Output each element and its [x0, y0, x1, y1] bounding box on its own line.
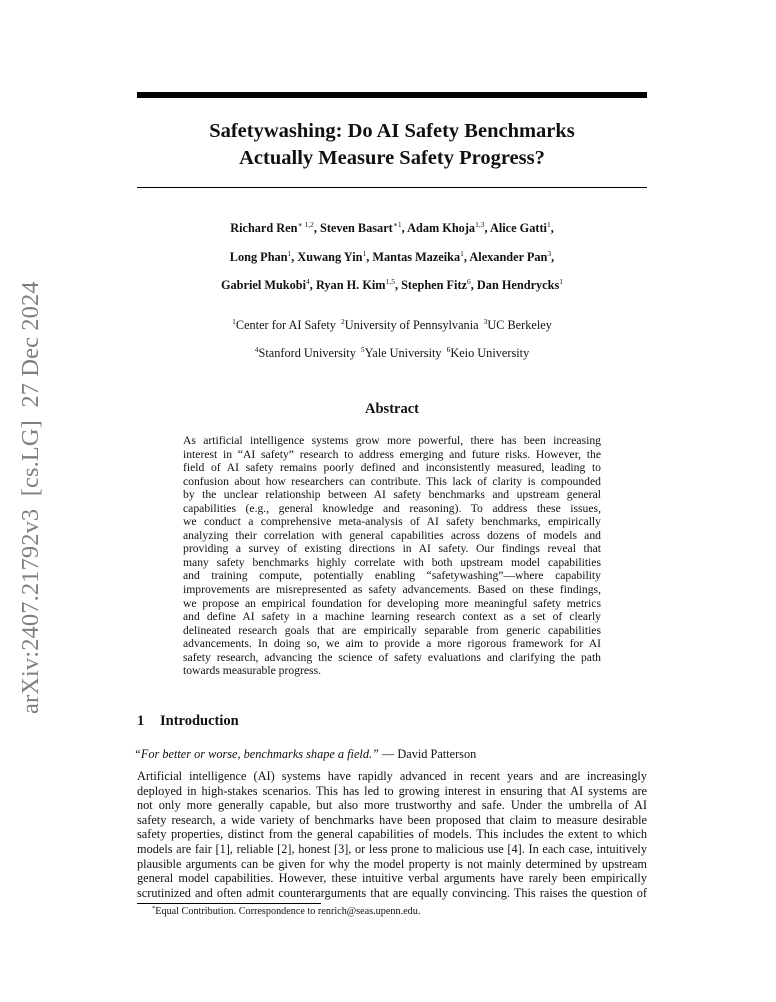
body-line: scrutinized and often admit counterarguments that are equally convincing. This raises the question of: [137, 885, 647, 900]
author-name: Alice Gatti: [489, 221, 547, 235]
author-name: Alexander Pan: [469, 249, 548, 264]
title-bottom-rule: [137, 187, 647, 188]
author-affil-mark: ∗ 1,2: [297, 220, 314, 229]
title-top-rule: [137, 92, 647, 98]
affil-number: 5: [360, 345, 365, 354]
author-list: [137, 218, 647, 304]
author-affil-mark: 1: [559, 277, 564, 286]
abstract-line: and define AI safety in a machine learning research context as a set of clearly: [183, 610, 601, 624]
footnote-text: Equal Contribution. Correspondence to renrich@seas.upenn.edu.: [155, 906, 421, 917]
author-affil-mark: 1: [287, 248, 292, 258]
abstract-line: interest in “AI safety” research to address emerging and future risks. However, the: [183, 447, 601, 461]
abstract-line: improvements are misrepresented as safety advancements. Based on these findings,: [183, 583, 601, 597]
section-heading: [137, 713, 239, 730]
affil-number: 3: [483, 317, 488, 326]
author-name: Dan Hendrycks: [476, 278, 560, 292]
affil-number: 4: [254, 345, 259, 354]
abstract-line: field of AI safety remains poorly defined and inconsistently measured, leading to: [183, 461, 601, 475]
author-separator: ,: [291, 249, 298, 264]
body-line: models are fair [1], reliable [2], honest [3], or less prone to malicious use [4]. In each case, intuitively: [137, 841, 647, 856]
abstract-line: confusion about how researchers can contribute. This lack of clarity is compounded: [183, 474, 601, 488]
section-title: Introduction: [160, 713, 239, 729]
author-name: Long Phan: [229, 249, 288, 264]
author-name: Richard Ren: [230, 221, 298, 235]
abstract-line: we conduct a comprehensive meta-analysis of AI safety benchmarks, empirically: [183, 515, 601, 529]
abstract-body: [183, 434, 601, 678]
body-line: deployed in high-stakes scenarios. This has led to growing interest in ensuring that AI systems are: [137, 783, 647, 798]
affil-name: Yale University: [364, 346, 442, 360]
body-line: general model capabilities. However, these intuitive verbal arguments have rarely been empirically: [137, 871, 647, 886]
body-line: Artificial intelligence (AI) systems have rapidly advanced in recent years and are increasingly: [137, 769, 647, 783]
author-affil-mark: 1,5: [385, 277, 395, 286]
body-line: safety properties, distinct from the general capabilities of models. This includes the extent to which: [137, 827, 647, 842]
abstract-heading: Abstract: [365, 401, 419, 417]
abstract-line: advancements. In doing so, we aim to provide a more rigorous framework for AI: [183, 637, 601, 651]
author-separator: ,: [484, 221, 490, 235]
affiliation-list: [137, 316, 647, 372]
affil-number: 2: [340, 317, 345, 326]
author-affil-mark: 4: [306, 277, 310, 286]
abstract-line: by the unclear relationship between AI safety benchmarks and upstream general: [183, 488, 601, 502]
author-affil-mark: 1: [362, 248, 367, 258]
paper-title: [137, 118, 647, 172]
author-separator: ,: [366, 249, 373, 264]
author-separator: ,: [401, 221, 408, 235]
author-separator: ,: [313, 221, 320, 235]
author-line: [137, 218, 647, 247]
author-affil-mark: ∗1: [392, 220, 402, 229]
body-line: not only more generally capable, but also more trustworthy and safe. Under the umbrella of AI: [137, 798, 647, 813]
author-affil-mark: 1,3: [475, 220, 485, 229]
epigraph: [134, 747, 476, 762]
author-name: Adam Khoja: [407, 221, 476, 235]
author-name: Mantas Mazeika: [372, 249, 461, 264]
author-affil-mark: 1: [460, 248, 464, 258]
abstract-line: and training compute, potentially enabling “safetywashing”—where capability: [183, 569, 601, 583]
abstract-line: capabilities (e.g., general knowledge and reasoning). To address these issues,: [183, 501, 601, 515]
affil-name: University of Pennsylvania: [344, 318, 479, 332]
affil-name: Keio University: [450, 346, 530, 360]
affiliation-line: [137, 316, 647, 344]
author-name: Ryan H. Kim: [315, 278, 386, 292]
body-line: safety research, a wide variety of benchmarks have been proposed that claim to measure desirable: [137, 812, 647, 827]
author-affil-mark: 3: [547, 248, 552, 258]
author-separator: ,: [551, 249, 555, 264]
affiliation-line: [137, 344, 647, 372]
author-separator: ,: [550, 221, 554, 235]
affil-name: Center for AI Safety: [235, 318, 336, 332]
abstract-line: we propose an empirical foundation for developing more meaningful safety metrics: [183, 596, 601, 610]
affil-name: Stanford University: [258, 346, 356, 360]
footnote-rule: [137, 903, 321, 904]
author-name: Xuwang Yin: [297, 249, 363, 264]
abstract-line: As artificial intelligence systems grow more powerful, there has been increasing: [183, 434, 601, 447]
author-line: [137, 247, 647, 276]
author-line: [137, 275, 647, 304]
arxiv-identifier-stamp: [14, 262, 48, 714]
footnote: [152, 906, 420, 917]
affil-number: 1: [232, 317, 236, 326]
title-line: Actually Measure Safety Progress?: [239, 147, 545, 169]
affil-number: 6: [446, 345, 451, 354]
section-number: 1: [137, 713, 145, 729]
title-line: Safetywashing: Do AI Safety Benchmarks: [209, 120, 575, 142]
footnote-mark: *: [152, 905, 156, 912]
affil-name: UC Berkeley: [487, 318, 552, 332]
author-name: Steven Basart: [320, 221, 393, 235]
abstract-line: towards measurable progress.: [183, 664, 322, 678]
author-separator: ,: [394, 278, 402, 292]
author-affil-mark: 1: [546, 220, 551, 229]
author-separator: ,: [309, 278, 316, 292]
abstract-line: delineated research goals that are empirically separable from generic capabilities: [183, 623, 601, 637]
author-name: Gabriel Mukobi: [220, 278, 307, 292]
author-affil-mark: 6: [467, 277, 471, 286]
abstract-line: many safety benchmarks highly correlate with both upstream model capabilities: [183, 555, 601, 569]
abstract-line: safety research, advancing the science of safety evaluations and clarifying the path: [183, 650, 601, 664]
abstract-line: analyzing their correlation with general capabilities across dozens of models and: [183, 528, 601, 542]
arxiv-id-text: arXiv:2407.21792v3 [cs.LG] 27 Dec 2024: [17, 281, 44, 714]
body-line: plausible arguments can be given for why the model property is not mainly determined by upstream: [137, 856, 647, 871]
epigraph-quote: “For better or worse, benchmarks shape a field.”: [134, 747, 379, 761]
abstract-line: providing a survey of existing directions in AI safety. Our findings reveal that: [183, 542, 601, 556]
epigraph-attribution: — David Patterson: [381, 747, 477, 761]
author-separator: ,: [463, 249, 470, 264]
introduction-paragraph: [137, 769, 647, 900]
author-name: Stephen Fitz: [401, 278, 468, 292]
author-separator: ,: [470, 278, 477, 292]
